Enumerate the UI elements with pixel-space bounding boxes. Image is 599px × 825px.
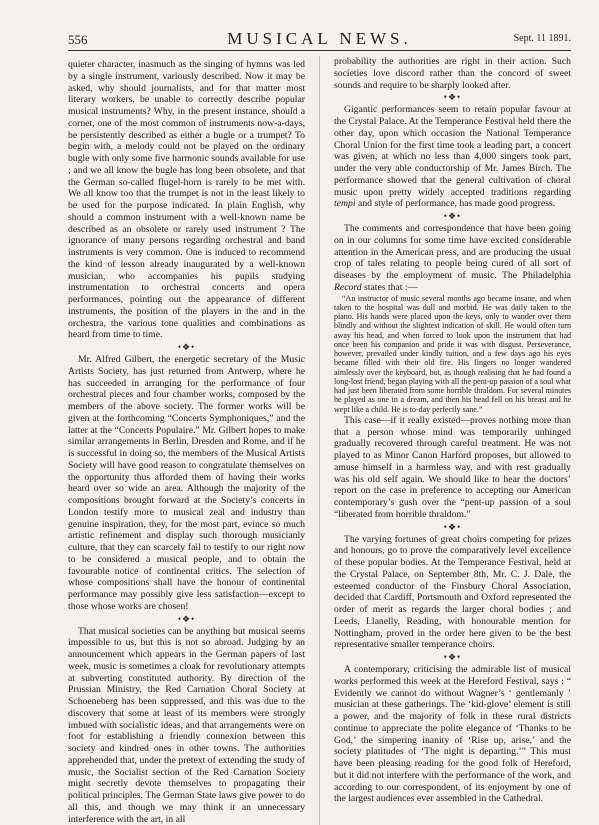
crystal-palace-end: and style of performance, has made good progress. [356, 198, 556, 209]
masthead-title: MUSICAL NEWS. [68, 29, 571, 49]
record-italic: Record [334, 282, 362, 293]
ornament-divider: •❖• [334, 210, 571, 223]
paragraph-instruments: quieter character, inasmuch as the singing of hymns was led by a single instrument, variously described. Now it may be asked, why should journalists, and for that matter most literary workers, be unable to correctly describe popular musical instruments? Why, in the present instance, should a cornet, one of the most common of instruments now-a-days, be persistently described as either a bugle or a trumpet? To begin with, a melody could not be played on the ordinary bugle with only some five harmonic sounds available for use ; and we all know the bugle has long been obsolete, and that the German so-called flugel-horn is rarely to be met with. We all know too that the trumpet is not in the least likely to be used for the purpose indicated. In plain English, why should a common instrument with a well-known name be described as an obsolete or rarely used instrument ? The ignorance of many persons regarding orchestral and band instruments is very common. One is induced to recommend the kind of lesson already inaugurated by a well-known musician, who accompanies his pupils studying instrumentation to orchestral concerts and opera performances, pointing out the appearance of different instruments, the position of the players in the and in the orchestra, the various tone qualities and combinations as heard from time to time. [68, 59, 305, 341]
issue-date: Sept. 11 1891. [514, 33, 571, 44]
right-column [334, 56, 571, 825]
article-columns [68, 56, 571, 825]
block-quote: “An instructor of music several months ago became insane, and when taken to the hospital was dull and morbid. He was daily taken to the piano. His hands were placed upon the keys, only to wander over them blindly and without the slightest indication of skill. He would often turn away his head, and when forced to look upon the instrument that had once been his companion and pride it was with disgust. Perseverance, however, prevailed under kindly tuition, and a few days ago his eyes became filled with their old fire. His fingers no longer wandered aimlessly over the keyboard, but, as though realising that he had found a long-lost friend, began playing with all the pent-up passion of a soul what had just been liberated from some horrible thraldom. For several minutes he played as one in a dream, and then his head fell on his breast and he wept like a child. He is to-day perfectly sane.” [334, 294, 571, 414]
page-number: 556 [68, 32, 88, 48]
paragraph-american-press [334, 223, 571, 294]
paragraph-crystal-palace [334, 104, 571, 210]
paragraph-hereford: A contemporary, criticising the admirable list of musical works performed this week at the Hereford Festival, says : “ Evidently we cannot do without Wagner’s ‘ gentlemanly ’ musician at these gatherings. The ‘kid-glove’ element is still a power, and the majority of folk in these rural districts continue to appreciate the polite elegance of ‘Thanks to be God,’ the simpering inanity of ‘Rise up, arise,’ and the society platitudes of ‘The night is departing.’” This must have been pleasing reading for the good folk of Hereford, but it did not interfere with the performance of the work, and according to our correspondent, of its enjoyment by one of the largest audiences ever assembled in the Cathedral. [334, 664, 571, 805]
column-rule [319, 56, 320, 825]
american-press-text: The comments and correspondence that have been going on in our columns for some time have excited considerable attention in the American press, and are producing the usual crop of tales relating to people being cured of all sort of diseases by the employment of music. The Philadelphia [334, 223, 571, 281]
page-header [68, 26, 571, 51]
left-column [68, 56, 305, 825]
paragraph-authorities: probability the authorities are right in their action. Such societies love discord rather than the concord of sweet sounds and require to be sharply looked after. [334, 56, 571, 91]
paragraph-case: This case—if it really existed—proves nothing more than that a person whose mind was temporarily unhinged gradually recovered through careful treatment. He was not played to as Minor Canon Harford proposes, but allowed to amuse himself in a harmless way, and with rest gradually was his old self again. We should like to hear the doctors’ report on the case in preference to accepting our American contemporary’s gush over the “pent-up passion of a soul “liberated from horrible thraldom.” [334, 415, 571, 521]
ornament-divider: •❖• [68, 613, 305, 626]
ornament-divider: •❖• [334, 651, 571, 664]
paragraph-red-carnation: That musical societies can be anything but musical seems impossible to us, but this is not so abroad. Judging by an announcement which appears in the German papers of last week, music is sometimes a cloak for revolutionary attempts at subverting constituted authority. By direction of the Prussian Ministry, the Red Carnation Choral Society at Schoeneberg has been suppressed, and this was due to the discovery that some at least of its members were strongly imbued with socialistic ideas, and that arrangements were on foot for establishing a friendly connexion between this society and kindred ones in other towns. The authorities apprehended that, under the pretext of extending the study of music, the Socialist section of the Red Carnation Society might secretly devote themselves to propagating their political principles. The German State laws give power to do all this, and though we may think it an unnecessary interference with the art, in all [68, 626, 305, 825]
crystal-palace-text: Gigantic performances seem to retain popular favour at the Crystal Palace. At the Temperance Festival held there the other day, upon which occasion the National Temperance Choral Union for the first time took a leading part, a concert was given, at which no less than 4,000 singers took part, under the very able conductorship of Mr. James Birch. The performance showed that the general cultivation of choral music upon pretty widely accepted traditions regarding [334, 104, 571, 197]
ornament-divider: •❖• [68, 341, 305, 354]
paragraph-choirs: The varying fortunes of great choirs competing for prizes and honours, go to prove the comparatively level excellence of these popular bodies. At the Temperance Festival, held at the Crystal Palace, on September 8th, Mr. C. J. Dale, the esteemed conductor of the Finsbury Choral Association, decided that Cardiff, Portsmouth and Oxford represented the order of merit as regards the larger choral bodies ; and Leeds, Llanelly, Reading, with honourable mention for Nottingham, proved in the order here given to be the best representative smaller temperance choirs. [334, 534, 571, 652]
tempi-italic: tempi [334, 198, 356, 209]
ornament-divider: •❖• [334, 521, 571, 534]
ornament-divider: •❖• [334, 91, 571, 104]
american-press-end: states that :— [362, 282, 418, 293]
paragraph-gilbert: Mr. Alfred Gilbert, the energetic secretary of the Music Artists Society, has just returned from Antwerp, where he has succeeded in arranging for the performance of four orchestral pieces and four chamber works, composed by the members of the above society. The former works will be given at the forthcoming “Concerts Symphoniques,” and the latter at the “Concerts Populaire.” Mr. Gilbert hopes to make similar arrangements in Berlin, Dresden and Rome, and if he is successful in doing so, the members of the Musical Artists Society will have good reason to congratulate themselves on the opportunity thus afforded them of having their works heard over so wide an area. Although the majority of the compositions brought forward at the Society’s concerts in London testify more to musical zeal and industry than genuine inspiration, they, for the most part, evince so much artistic refinement and display such thorough musicianly culture, that they can scarcely fail to testify to our right now to be considered a musical people, and to obtain the favourable notice of continental critics. The selection of whose compositions shall have the honour of continental performance may possibly give less satisfaction—except to those whose works are chosen! [68, 354, 305, 613]
